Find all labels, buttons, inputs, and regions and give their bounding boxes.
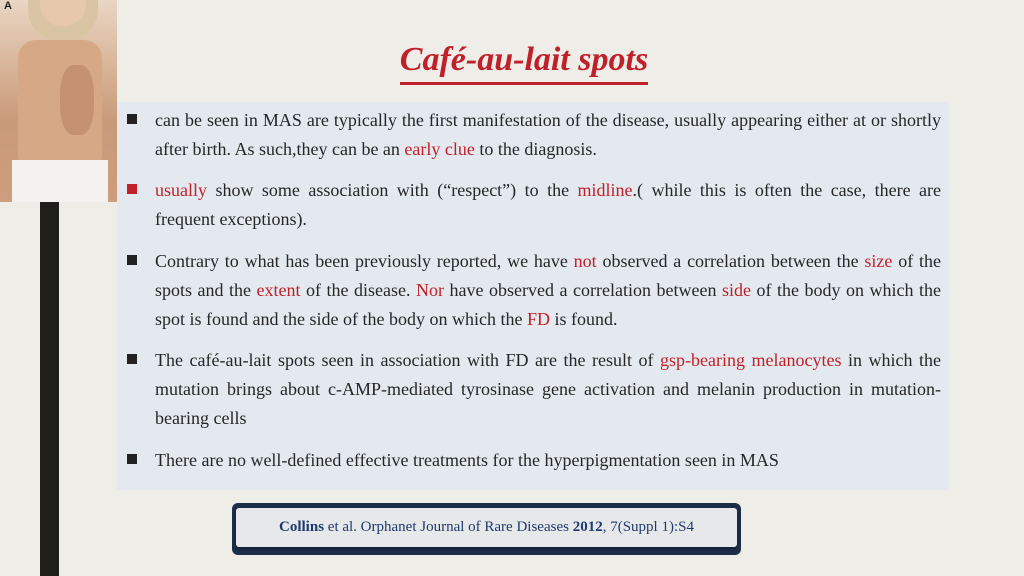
decorative-vertical-bar xyxy=(40,202,59,576)
text-segment: in which the mutation brings about c-AMP-mediated tyrosinase gene activation and melanin production in mutation-bearing cells xyxy=(155,350,941,428)
highlight-segment: Nor xyxy=(416,280,445,300)
text-segment: can be seen in MAS are typically the first manifestation of the disease, usually appearing either at or shortly after birth. As such,they can be an xyxy=(155,110,941,159)
text-segment: have observed a correlation between xyxy=(444,280,722,300)
text-segment: of the spots and the xyxy=(155,251,942,300)
bullet-text xyxy=(155,446,941,475)
bullet-item xyxy=(127,106,941,164)
highlight-segment: midline xyxy=(577,180,633,200)
bullet-item xyxy=(127,346,941,433)
bullet-square-icon xyxy=(127,184,137,194)
bullet-square-icon xyxy=(127,255,137,265)
patient-photo xyxy=(0,0,117,202)
citation-author: Collins xyxy=(279,519,325,535)
citation-year: 2012 xyxy=(572,519,603,535)
citation-box xyxy=(232,503,741,555)
bullet-item xyxy=(127,446,941,475)
photo-shorts xyxy=(12,160,108,202)
bullet-item xyxy=(127,247,941,334)
text-segment: of the body on which the spot is found and the side of the body on which the xyxy=(155,280,941,329)
text-segment: There are no well-defined effective treatments for the hyperpigmentation seen in MAS xyxy=(155,450,779,470)
photo-label: A xyxy=(4,0,12,12)
slide-title xyxy=(12,40,1024,85)
content-panel xyxy=(117,102,949,490)
text-segment: Contrary to what has been previously reported, we have xyxy=(155,251,574,271)
highlight-segment: side xyxy=(721,280,751,300)
highlight-segment: extent xyxy=(256,280,301,300)
text-segment: The café-au-lait spots seen in association with FD are the result of xyxy=(155,350,661,370)
citation-journal: et al. Orphanet Journal of Rare Diseases xyxy=(324,519,573,535)
bullet-text xyxy=(155,247,941,334)
text-segment: of the disease. xyxy=(300,280,417,300)
highlight-segment: early clue xyxy=(404,139,475,159)
bullet-square-icon xyxy=(127,114,137,124)
highlight-segment: gsp-bearing melanocytes xyxy=(660,350,842,370)
bullet-square-icon xyxy=(127,354,137,364)
highlight-segment: size xyxy=(864,251,893,271)
text-segment: show some association with (“respect”) to the xyxy=(207,180,578,200)
bullet-text xyxy=(155,346,941,433)
text-segment: .( while this is often the case, there are frequent exceptions). xyxy=(155,180,942,229)
bullet-text xyxy=(155,176,941,234)
slide-title-text: Café-au-lait spots xyxy=(400,40,648,85)
bullet-item xyxy=(127,176,941,234)
citation-text xyxy=(236,508,737,547)
bullet-square-icon xyxy=(127,454,137,464)
text-segment: is found. xyxy=(549,309,618,329)
highlight-segment: not xyxy=(573,251,597,271)
text-segment: observed a correlation between the xyxy=(596,251,865,271)
text-segment: to the diagnosis. xyxy=(474,139,597,159)
bullet-text xyxy=(155,106,941,164)
citation-volume: , 7(Suppl 1):S4 xyxy=(602,519,694,535)
highlight-segment: FD xyxy=(526,309,550,329)
highlight-segment: usually xyxy=(155,180,207,200)
